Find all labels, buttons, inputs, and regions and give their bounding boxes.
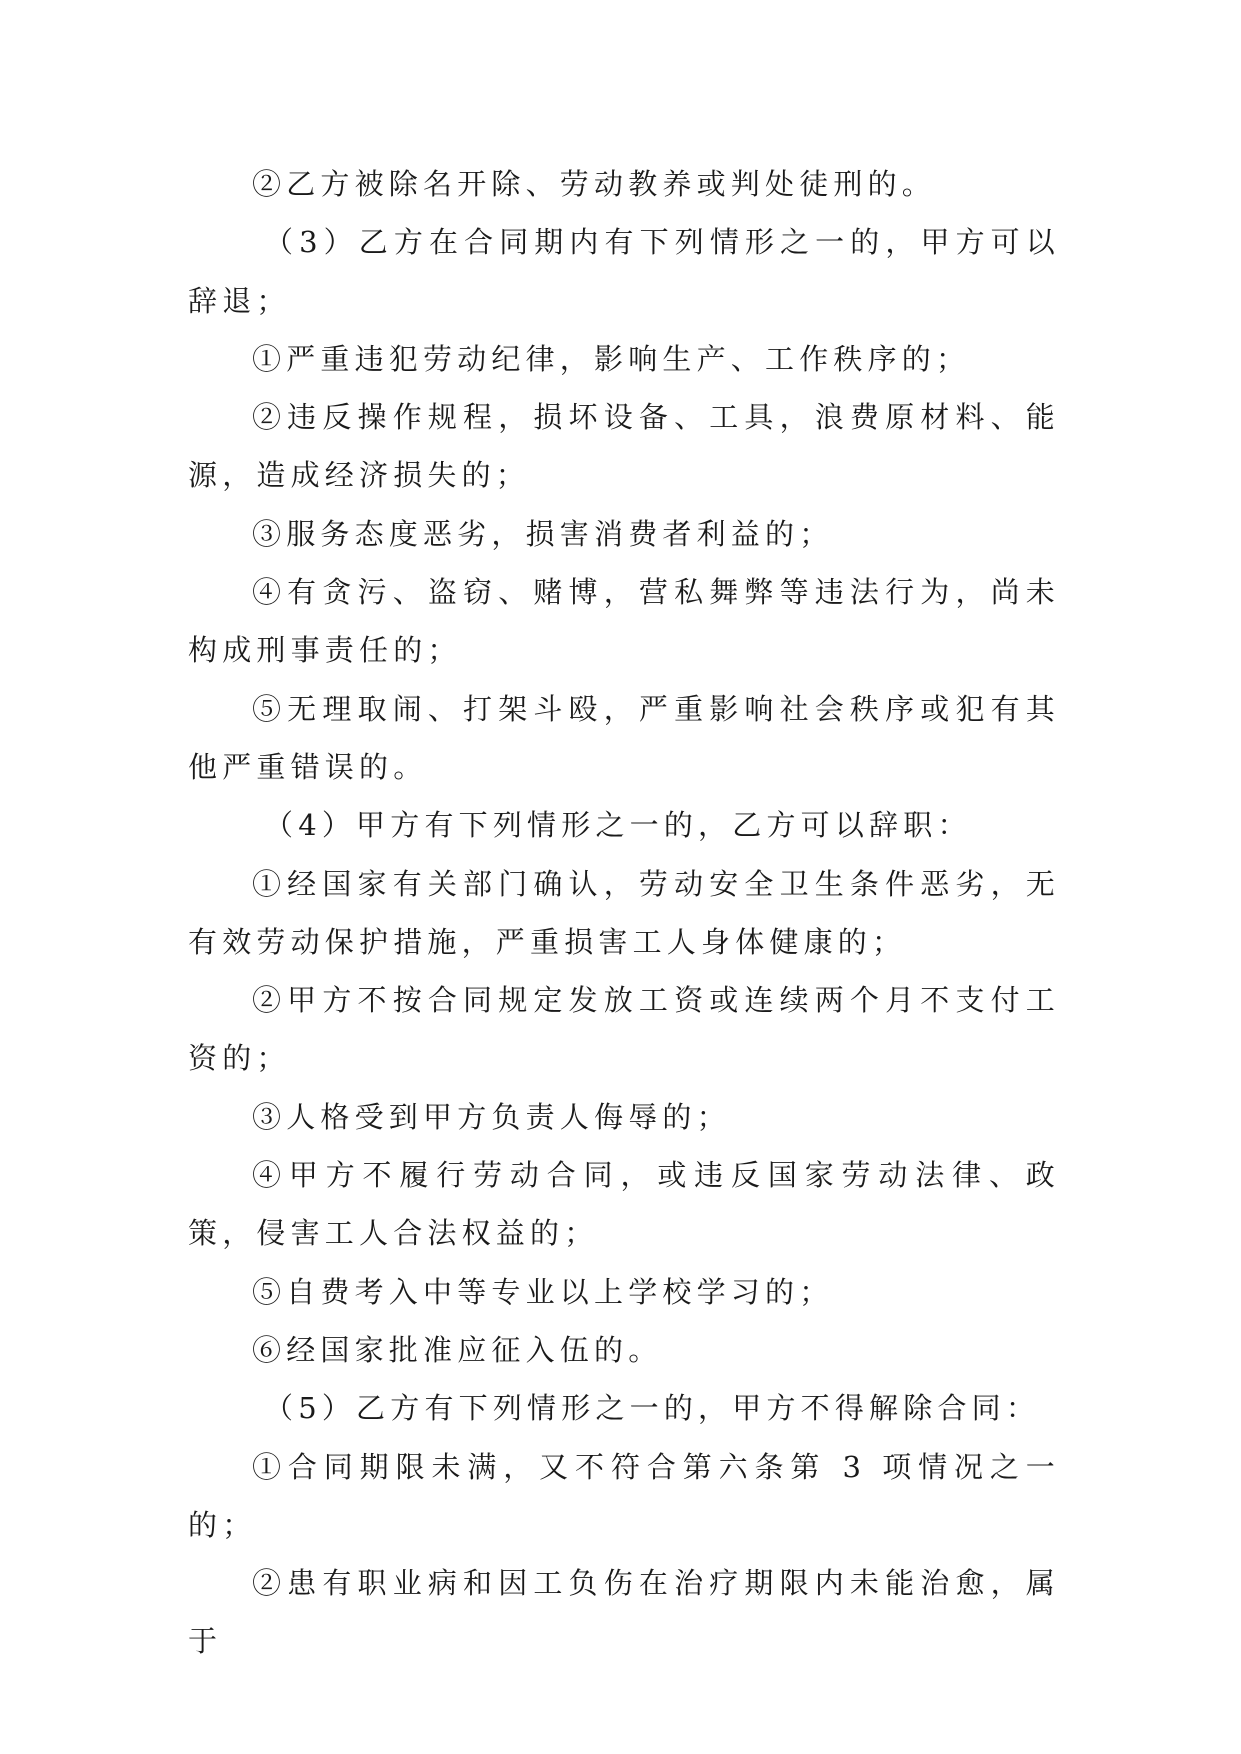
paragraph-item-5-disorder: ⑤无理取闹、打架斗殴，严重影响社会秩序或犯有其他严重错误的。 <box>188 691 1060 784</box>
clause-5-heading: （5）乙方有下列情形之一的，甲方不得解除合同： <box>264 1391 1041 1426</box>
paragraph-item-5-study: ⑤自费考入中等专业以上学校学习的； <box>252 1274 834 1309</box>
paragraph-item-4-corruption: ④有贪污、盗窃、赌博，营私舞弊等违法行为，尚未构成刑事责任的； <box>188 575 1060 668</box>
paragraph-item-2-illness: ②患有职业病和因工负伤在治疗期限内未能治愈，属于 <box>188 1566 1060 1659</box>
paragraph-item-1-term: ①合同期限未满，又不符合第六条第 3 项情况之一的； <box>188 1449 1060 1542</box>
clause-3-heading: （3）乙方在合同期内有下列情形之一的，甲方可以辞退； <box>188 225 1060 318</box>
paragraph-item-2-expelled: ②乙方被除名开除、劳动教养或判处徒刑的。 <box>252 167 937 201</box>
paragraph-item-3-insult: ③人格受到甲方负责人侮辱的； <box>252 1099 731 1134</box>
clause-4-heading: （4）甲方有下列情形之一的，乙方可以辞职： <box>264 808 972 843</box>
paragraph-item-1-discipline: ①严重违犯劳动纪律，影响生产、工作秩序的； <box>252 341 971 376</box>
paragraph-item-6-enlist: ⑥经国家批准应征入伍的。 <box>252 1332 663 1367</box>
paragraph-item-1-safety: ①经国家有关部门确认，劳动安全卫生条件恶劣，无有效劳动保护措施，严重损害工人身体健康的； <box>188 866 1060 959</box>
paragraph-item-2-wages: ②甲方不按合同规定发放工资或连续两个月不支付工资的； <box>188 983 1060 1076</box>
document-body <box>188 155 1060 1671</box>
paragraph-item-3-service: ③服务态度恶劣，损害消费者利益的； <box>252 516 834 551</box>
paragraph-item-2-operation: ②违反操作规程，损坏设备、工具，浪费原材料、能源，造成经济损失的； <box>188 400 1060 493</box>
paragraph-item-4-breach: ④甲方不履行劳动合同，或违反国家劳动法律、政策，侵害工人合法权益的； <box>188 1158 1060 1251</box>
